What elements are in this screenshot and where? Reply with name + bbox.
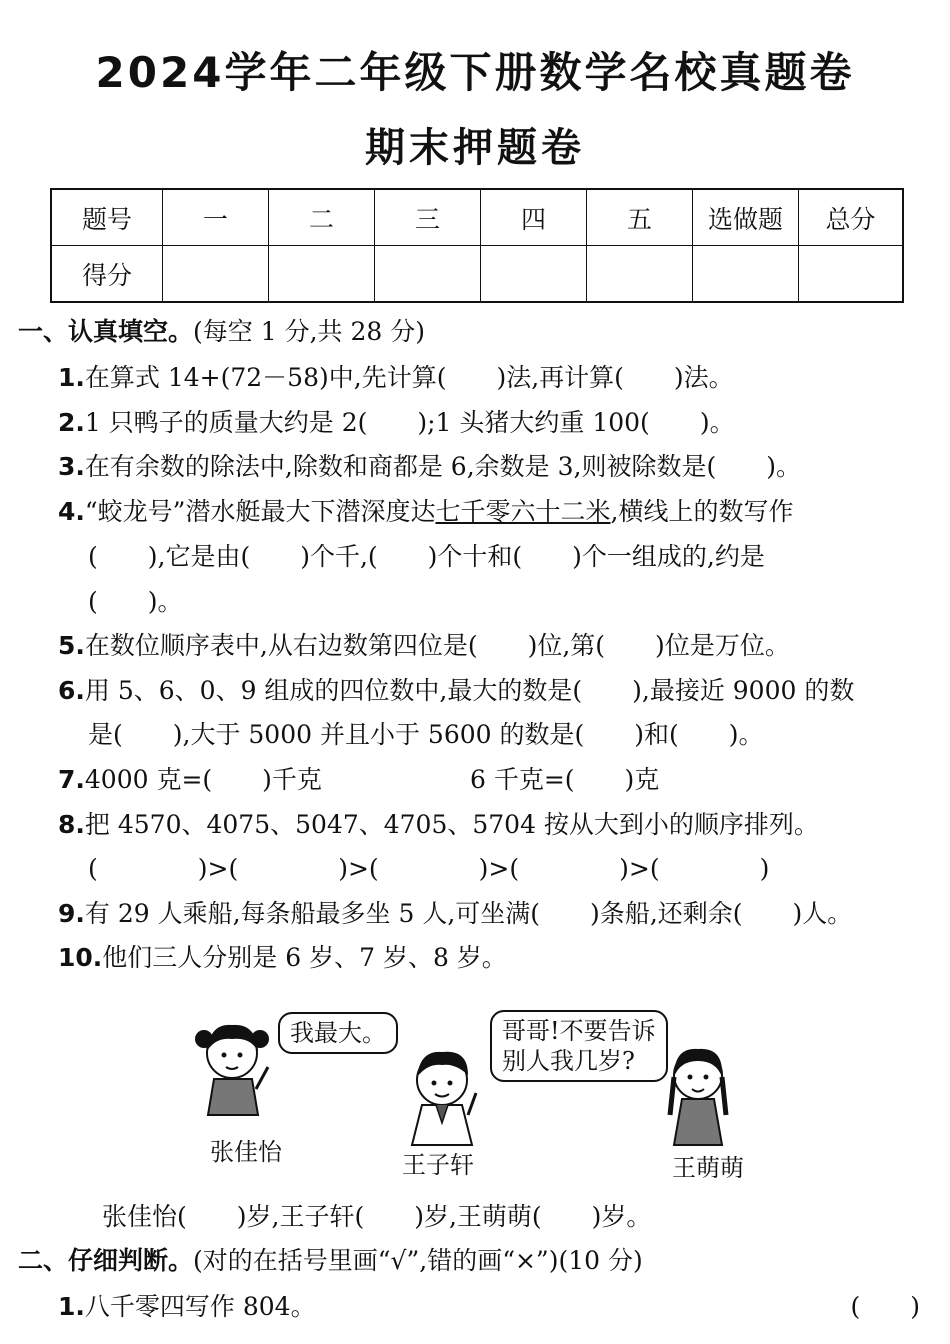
score-input-cell[interactable] <box>269 246 375 303</box>
speech-text: 我最大。 <box>290 1019 386 1047</box>
boy-figure-icon <box>412 1052 476 1145</box>
score-cell: 一 <box>163 189 269 246</box>
question-2 <box>58 403 735 439</box>
page-title: 2024学年二年级下册数学名校真题卷 <box>95 48 855 97</box>
score-table <box>50 188 904 303</box>
question-4-line2: ( ),它是由( )个千,( )个十和( )个一组成的,约是 <box>88 542 765 571</box>
question-text: 用 5、6、0、9 组成的四位数中,最大的数是( ),最接近 9000 的数 <box>84 676 855 705</box>
question-6-line2: 是( ),大于 5000 并且小于 5600 的数是( )和( )。 <box>88 720 764 749</box>
section2-note: (对的在括号里画“√”,错的画“×”)(10 分) <box>193 1246 643 1275</box>
question-text: 八千零四写作 804。 <box>84 1292 316 1321</box>
score-input-cell[interactable] <box>693 246 799 303</box>
section1-note: (每空 1 分,共 28 分) <box>193 317 425 346</box>
score-input-cell[interactable] <box>587 246 693 303</box>
question-8-answer-line: ( )>( )>( )>( )>( ) <box>88 854 770 883</box>
section2-heading <box>18 1241 643 1277</box>
question-5 <box>58 626 790 662</box>
speech-bubble-2 <box>490 1010 668 1082</box>
score-cell: 选做题 <box>693 189 799 246</box>
question-number: 3. <box>58 452 85 481</box>
question-text: 他们三人分别是 6 岁、7 岁、8 岁。 <box>102 943 507 972</box>
section1-title: 一、认真填空。 <box>18 317 194 346</box>
question-4 <box>58 492 793 528</box>
question-number: 7. <box>58 765 85 794</box>
score-table-score-row <box>51 246 903 303</box>
question-number: 6. <box>58 676 85 705</box>
child-name-1: 张佳怡 <box>210 1138 282 1166</box>
score-cell: 五 <box>587 189 693 246</box>
page-subtitle: 期末押题卷 <box>365 125 585 171</box>
question-3 <box>58 447 801 483</box>
child-name-2: 王子轩 <box>402 1151 474 1179</box>
question-9 <box>58 894 852 930</box>
score-input-cell[interactable] <box>481 246 587 303</box>
section2-title: 二、仔细判断。 <box>18 1246 194 1275</box>
child-name-3: 王萌萌 <box>672 1154 744 1182</box>
question-number: 5. <box>58 631 85 660</box>
score-table-header-row <box>51 189 903 246</box>
question-number: 1. <box>58 1292 85 1321</box>
question-text: 把 4570、4075、5047、4705、5704 按从大到小的顺序排列。 <box>84 810 819 839</box>
score-cell: 二 <box>269 189 375 246</box>
score-cell: 四 <box>481 189 587 246</box>
judge-question-1 <box>58 1287 316 1323</box>
score-label-cell: 得分 <box>51 246 163 303</box>
section1-heading <box>18 312 425 348</box>
question-number: 2. <box>58 408 85 437</box>
question-6 <box>58 671 854 707</box>
question-text: 在有余数的除法中,除数和商都是 6,余数是 3,则被除数是( )。 <box>84 452 801 481</box>
speech-bubble-1 <box>278 1012 398 1054</box>
speech-text: 哥哥!不要告诉 <box>502 1017 656 1045</box>
score-cell: 题号 <box>51 189 163 246</box>
question-text: “蛟龙号”潜水艇最大下潜深度达 <box>84 497 436 526</box>
question-text: 有 29 人乘船,每条船最多坐 5 人,可坐满( )条船,还剩余( )人。 <box>84 899 853 928</box>
question-8 <box>58 805 819 841</box>
question-4-line3: ( )。 <box>88 587 183 616</box>
underlined-text: 七千零六十二米 <box>435 497 611 526</box>
question-7-part2: 6 千克=( )克 <box>470 765 660 794</box>
score-cell: 三 <box>375 189 481 246</box>
question-text: 在数位顺序表中,从右边数第四位是( )位,第( )位是万位。 <box>84 631 790 660</box>
question-1 <box>58 358 734 394</box>
score-input-cell[interactable] <box>163 246 269 303</box>
score-input-cell[interactable] <box>799 246 904 303</box>
question-number: 1. <box>58 363 85 392</box>
question-text: 4000 克=( )千克 <box>84 765 322 794</box>
question-number: 10. <box>58 943 103 972</box>
question-number: 8. <box>58 810 85 839</box>
question-number: 9. <box>58 899 85 928</box>
question-text: 在算式 14+(72－58)中,先计算( )法,再计算( )法。 <box>84 363 734 392</box>
question-10-answer: 张佳怡( )岁,王子轩( )岁,王萌萌( )岁。 <box>102 1202 652 1231</box>
question-7 <box>58 760 322 796</box>
girl-figure-icon <box>195 1025 269 1115</box>
question-text: 1 只鸭子的质量大约是 2( );1 头猪大约重 100( )。 <box>84 408 735 437</box>
question-number: 4. <box>58 497 85 526</box>
speech-text: 别人我几岁? <box>502 1047 635 1075</box>
question-text: ,横线上的数写作 <box>610 497 794 526</box>
score-cell: 总分 <box>799 189 904 246</box>
question-10 <box>58 938 507 974</box>
answer-paren[interactable]: ( ) <box>850 1292 920 1321</box>
girl-figure-icon <box>670 1049 726 1145</box>
score-input-cell[interactable] <box>375 246 481 303</box>
